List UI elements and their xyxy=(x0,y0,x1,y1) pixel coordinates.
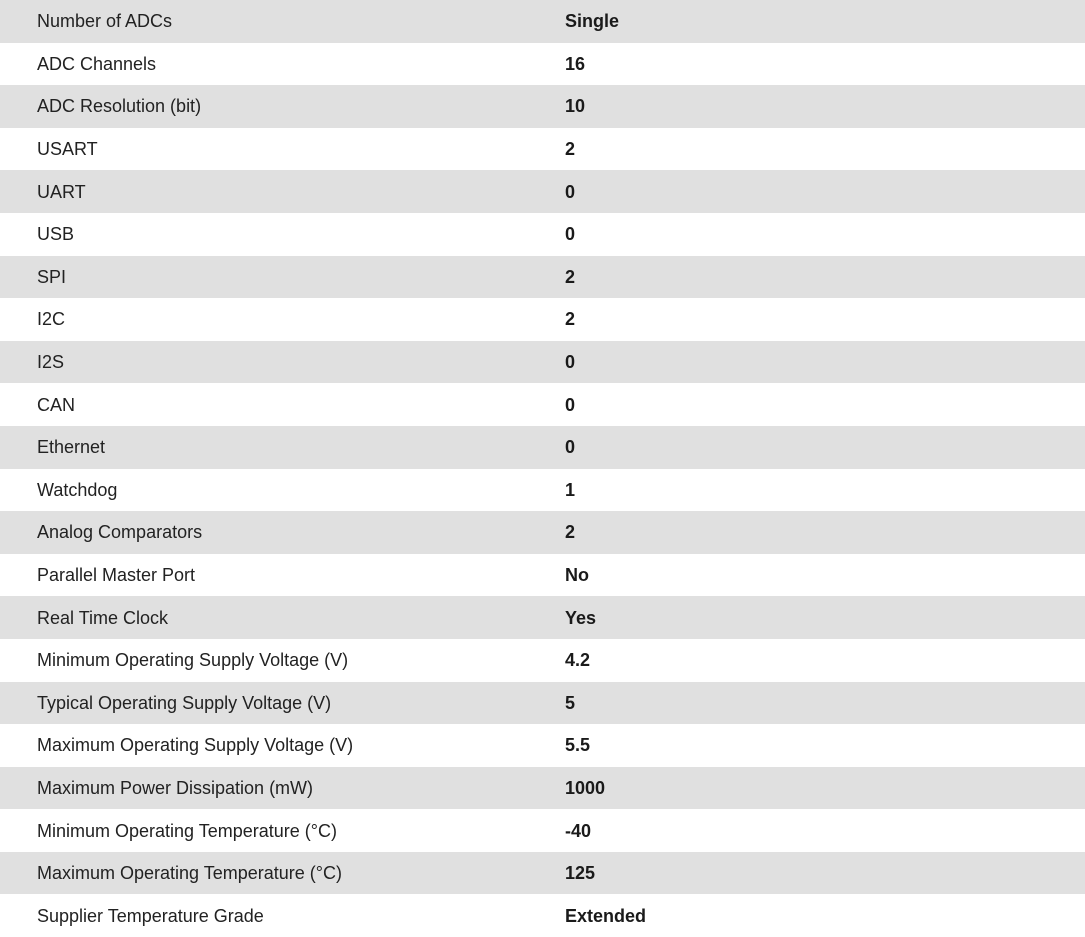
spec-value: Single xyxy=(565,11,620,32)
spec-label: I2C xyxy=(37,309,66,330)
spec-value: Extended xyxy=(565,905,647,926)
spec-label: Typical Operating Supply Voltage (V) xyxy=(37,692,332,713)
spec-label: ADC Resolution (bit) xyxy=(37,96,202,117)
spec-value: 1000 xyxy=(565,777,606,798)
spec-row xyxy=(0,128,1085,171)
spec-label: Minimum Operating Supply Voltage (V) xyxy=(37,650,349,671)
spec-label: UART xyxy=(37,181,86,202)
spec-value: 2 xyxy=(565,309,576,330)
spec-row xyxy=(0,682,1085,725)
spec-row xyxy=(0,894,1085,937)
spec-value: 10 xyxy=(565,96,586,117)
spec-value: 2 xyxy=(565,522,576,543)
spec-label: Maximum Operating Supply Voltage (V) xyxy=(37,735,354,756)
spec-label: SPI xyxy=(37,266,67,287)
spec-row xyxy=(0,809,1085,852)
spec-label: Minimum Operating Temperature (°C) xyxy=(37,820,337,841)
spec-value: Yes xyxy=(565,607,597,628)
spec-value: 0 xyxy=(565,394,576,415)
spec-row xyxy=(0,852,1085,895)
spec-label: CAN xyxy=(37,394,76,415)
spec-row xyxy=(0,639,1085,682)
spec-row xyxy=(0,511,1085,554)
spec-label: I2S xyxy=(37,352,65,373)
spec-label: Maximum Power Dissipation (mW) xyxy=(37,777,314,798)
spec-label: Number of ADCs xyxy=(37,11,173,32)
spec-label: ADC Channels xyxy=(37,53,157,74)
spec-row xyxy=(0,85,1085,128)
spec-value: 2 xyxy=(565,139,576,160)
spec-row xyxy=(0,0,1085,43)
spec-value: 4.2 xyxy=(565,650,591,671)
spec-label: USART xyxy=(37,139,98,160)
spec-value: 5 xyxy=(565,692,576,713)
spec-value: 1 xyxy=(565,479,576,500)
spec-value: 0 xyxy=(565,224,576,245)
spec-value: -40 xyxy=(565,820,592,841)
spec-label: Real Time Clock xyxy=(37,607,169,628)
spec-row xyxy=(0,341,1085,384)
spec-row xyxy=(0,256,1085,299)
spec-value: 5.5 xyxy=(565,735,591,756)
spec-label: Maximum Operating Temperature (°C) xyxy=(37,863,342,884)
spec-row xyxy=(0,298,1085,341)
spec-row xyxy=(0,170,1085,213)
spec-row xyxy=(0,469,1085,512)
spec-row xyxy=(0,724,1085,767)
spec-row xyxy=(0,383,1085,426)
spec-label: Ethernet xyxy=(37,437,106,458)
spec-row xyxy=(0,213,1085,256)
spec-label: Watchdog xyxy=(37,479,118,500)
spec-row xyxy=(0,43,1085,86)
spec-row xyxy=(0,554,1085,597)
spec-value: 125 xyxy=(565,863,596,884)
spec-label: Analog Comparators xyxy=(37,522,203,543)
spec-value: 0 xyxy=(565,181,576,202)
spec-value: 0 xyxy=(565,437,576,458)
spec-value: 2 xyxy=(565,266,576,287)
spec-row xyxy=(0,426,1085,469)
spec-row xyxy=(0,767,1085,810)
spec-value: 0 xyxy=(565,352,576,373)
spec-value: 16 xyxy=(565,53,586,74)
spec-label: Supplier Temperature Grade xyxy=(37,905,264,926)
spec-value: No xyxy=(565,565,589,586)
spec-label: Parallel Master Port xyxy=(37,565,196,586)
spec-row xyxy=(0,596,1085,639)
spec-label: USB xyxy=(37,224,75,245)
